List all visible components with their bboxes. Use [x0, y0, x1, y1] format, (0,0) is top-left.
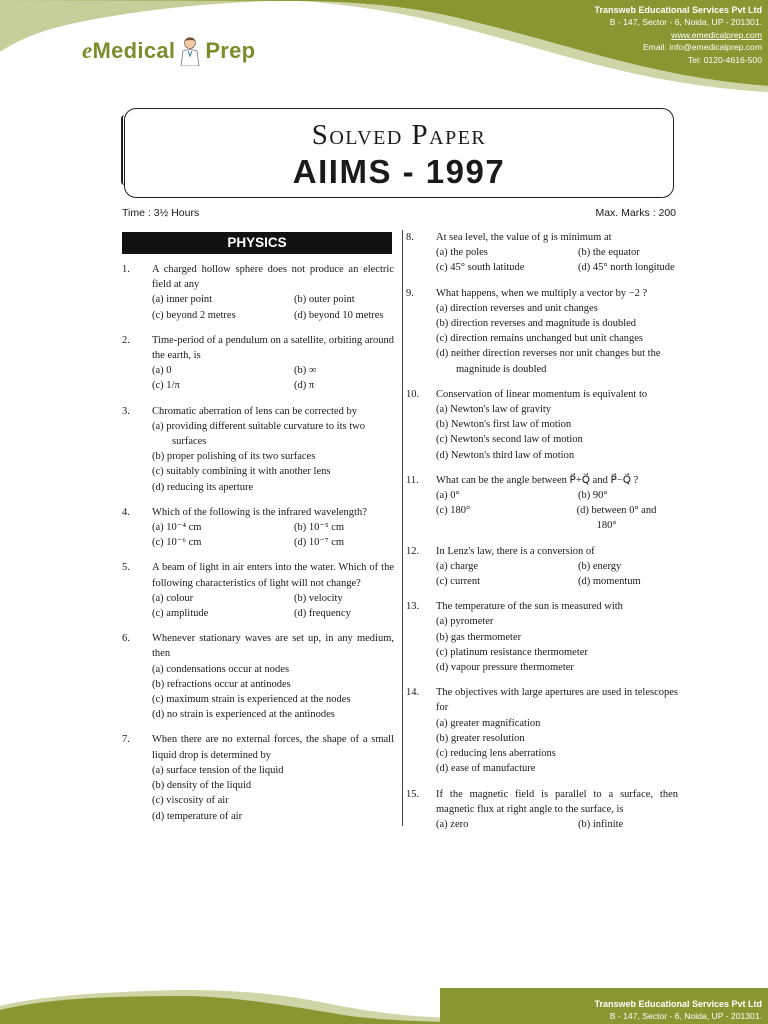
company-address: B - 147, Sector - 6, Noida, UP - 201301. — [609, 17, 762, 28]
answer-option: (c) reducing lens aberrations — [436, 748, 556, 760]
question-number: 2. — [122, 334, 130, 346]
option-row — [152, 378, 394, 393]
question-number: 5. — [122, 562, 130, 574]
answer-option: (b) direction reverses and magnitude is doubled — [436, 318, 637, 330]
answer-option: (d) vapour pressure thermometer — [436, 662, 574, 674]
question-number: 6. — [122, 633, 130, 645]
title-box — [124, 108, 674, 198]
question-4 — [122, 505, 394, 551]
answer-option: (c) Newton's second law of motion — [436, 434, 583, 446]
answer-option: (d) neither direction reverses nor unit changes but the magnitude is doubled — [436, 348, 661, 375]
question-number: 7. — [122, 734, 130, 746]
option-row — [436, 245, 678, 260]
question-3 — [122, 404, 394, 495]
answer-option: (b) outer point — [294, 294, 355, 306]
answer-option: (a) 0 — [152, 365, 172, 377]
answer-option: (d) momentum — [578, 576, 641, 588]
answer-option: (b) greater resolution — [436, 732, 525, 744]
answer-option: (d) no strain is experienced at the antinodes — [152, 709, 335, 721]
question-number: 14. — [406, 687, 420, 699]
answer-option: (a) pyrometer — [436, 616, 494, 628]
answer-option: (b) 10⁻⁵ cm — [294, 522, 345, 534]
answer-option: (b) gas thermometer — [436, 631, 522, 643]
option-row — [436, 260, 678, 275]
answer-option: (b) ∞ — [294, 365, 317, 377]
question-stem: A charged hollow sphere does not produce an electric field at any — [152, 264, 394, 291]
question-7 — [122, 732, 394, 823]
answer-option: (c) beyond 2 metres — [152, 309, 236, 321]
answer-option: (d) beyond 10 metres — [294, 309, 384, 321]
column-divider — [402, 230, 403, 826]
question-9 — [406, 286, 678, 377]
question-13 — [406, 599, 678, 675]
company-name: Transweb Educational Services Pvt Ltd — [594, 5, 762, 15]
option-row — [152, 520, 394, 535]
option-row — [152, 535, 394, 550]
answer-option: (a) 10⁻⁴ cm — [152, 522, 202, 534]
answer-option: (a) surface tension of the liquid — [152, 764, 284, 776]
question-11 — [406, 473, 678, 534]
max-marks: Max. Marks : 200 — [595, 207, 676, 219]
question-number: 10. — [406, 388, 420, 400]
question-stem: What happens, when we multiply a vector by −2 ? — [436, 287, 648, 299]
question-stem: Conservation of linear momentum is equivalent to — [436, 388, 648, 400]
option-row — [152, 308, 394, 323]
option-row — [152, 591, 394, 606]
question-stem: At sea level, the value of g is minimum at — [436, 232, 612, 243]
answer-option: (d) π — [294, 380, 315, 392]
question-stem: If the magnetic field is parallel to a surface, then magnetic flux at right angle to the surface, is — [436, 788, 678, 815]
question-stem: When there are no external forces, the shape of a small liquid drop is determined by — [152, 734, 394, 761]
answer-option: (b) refractions occur at antinodes — [152, 678, 291, 690]
answer-option: (b) density of the liquid — [152, 780, 252, 792]
question-2 — [122, 333, 394, 394]
answer-option: (b) velocity — [294, 592, 343, 604]
option-row — [436, 559, 678, 574]
answer-option: (a) Newton's law of gravity — [436, 404, 552, 416]
question-stem: Whenever stationary waves are set up, in any medium, then — [152, 633, 394, 660]
answer-option: (b) 90° — [578, 490, 608, 502]
question-stem: Time-period of a pendulum on a satellite, orbiting around the earth, is — [152, 334, 394, 362]
question-10 — [406, 387, 678, 463]
question-1 — [122, 262, 394, 323]
answer-option: (b) Newton's first law of motion — [436, 419, 572, 431]
answer-option: (a) the poles — [436, 247, 488, 259]
answer-option: (c) 10⁻⁶ cm — [152, 537, 202, 549]
question-stem: The objectives with large apertures are used in telescopes for — [436, 687, 678, 714]
question-number: 4. — [122, 506, 130, 518]
option-row — [152, 606, 394, 621]
footer-address: B - 147, Sector - 6, Noida, UP - 201301. — [609, 1011, 762, 1021]
answer-option: (a) colour — [152, 592, 194, 604]
answer-option: (c) platinum resistance thermometer — [436, 646, 588, 658]
answer-option: (c) current — [436, 576, 481, 588]
answer-option: (c) suitably combining it with another lens — [152, 466, 331, 478]
option-row — [436, 488, 678, 503]
question-stem: The temperature of the sun is measured with — [436, 601, 623, 613]
company-website-link[interactable]: www.emedicalprep.com — [671, 29, 762, 40]
answer-option: (c) 1/π — [152, 380, 180, 392]
answer-option: (a) providing different suitable curvature to its two surfaces — [152, 420, 365, 448]
answer-option: (c) amplitude — [152, 608, 209, 620]
question-number: 3. — [122, 405, 130, 417]
question-number: 15. — [406, 788, 420, 800]
answer-option: (a) inner point — [152, 294, 213, 306]
company-contact — [594, 4, 762, 66]
answer-option: (d) frequency — [294, 608, 351, 620]
doctor-icon — [177, 36, 203, 66]
question-12 — [406, 544, 678, 590]
question-8 — [406, 230, 678, 276]
question-number: 12. — [406, 545, 420, 557]
option-row — [152, 292, 394, 307]
answer-option: (d) ease of manufacture — [436, 763, 536, 775]
footer-company-name: Transweb Educational Services Pvt Ltd — [594, 999, 762, 1009]
answer-option: (a) greater magnification — [436, 717, 541, 729]
question-15 — [406, 787, 678, 833]
question-number: 1. — [122, 264, 130, 275]
company-email: Email: info@emedicalprep.com — [642, 42, 762, 53]
answer-option: (d) Newton's third law of motion — [436, 449, 575, 461]
exam-time: Time : 3½ Hours — [122, 207, 200, 219]
title-exam: AIIMS - 1997 — [292, 153, 506, 190]
footer-contact — [594, 998, 762, 1022]
question-number: 13. — [406, 601, 420, 613]
answer-option: (a) charge — [436, 560, 479, 572]
answer-option: (d) between 0° and 180° — [576, 505, 657, 532]
answer-option: (a) 0° — [436, 490, 460, 502]
answer-option: (d) 45° north longitude — [578, 262, 675, 274]
emedicalprep-logo: eMedical Prep — [82, 36, 255, 66]
title-solved-paper: Solved Paper — [311, 119, 487, 151]
answer-option: (d) 10⁻⁷ cm — [294, 537, 345, 549]
answer-option: (d) temperature of air — [152, 810, 243, 822]
question-number: 8. — [406, 232, 414, 243]
company-phone: Tel: 0120-4616-500 — [687, 54, 762, 65]
question-14 — [406, 685, 678, 776]
answer-option: (c) 45° south latitude — [436, 262, 525, 274]
question-stem: In Lenz's law, there is a conversion of — [436, 545, 595, 557]
question-stem: A beam of light in air enters into the water. Which of the following characteristics of light will not change? — [152, 562, 394, 589]
question-6 — [122, 631, 394, 722]
answer-option: (c) viscosity of air — [152, 795, 229, 807]
question-stem: Which of the following is the infrared wavelength? — [152, 506, 367, 518]
question-number: 9. — [406, 287, 414, 299]
section-heading-physics: PHYSICS — [122, 232, 392, 254]
option-row — [436, 503, 678, 533]
answer-option: (c) direction remains unchanged but unit changes — [436, 333, 644, 345]
answer-option: (b) energy — [578, 560, 622, 572]
answer-option: (a) zero — [436, 818, 469, 830]
question-number: 11. — [406, 474, 419, 486]
option-row — [152, 363, 394, 378]
question-stem: What can be the angle between P⃗+Q⃗ and P⃗−Q⃗ ? — [436, 474, 639, 486]
answer-option: (a) direction reverses and unit changes — [436, 302, 598, 314]
option-row — [436, 817, 678, 832]
answer-option: (a) condensations occur at nodes — [152, 663, 290, 675]
answer-option: (b) infinite — [578, 818, 624, 830]
question-5 — [122, 560, 394, 621]
left-column — [122, 262, 394, 834]
question-stem: Chromatic aberration of lens can be corrected by — [152, 405, 357, 417]
answer-option: (b) the equator — [578, 247, 640, 259]
answer-option: (b) proper polishing of its two surfaces — [152, 451, 316, 463]
option-row — [436, 574, 678, 589]
answer-option: (d) reducing its aperture — [152, 481, 254, 493]
answer-option: (c) 180° — [436, 505, 471, 517]
answer-option: (c) maximum strain is experienced at the nodes — [152, 694, 351, 706]
right-column — [406, 230, 678, 842]
